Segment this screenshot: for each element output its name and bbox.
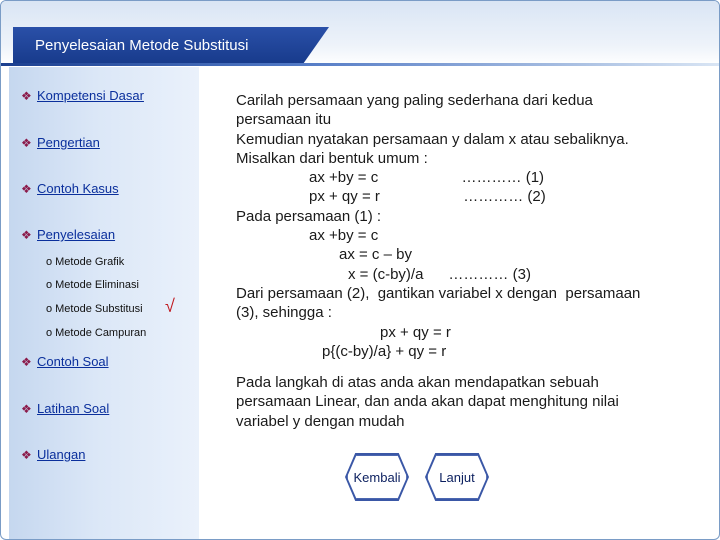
equation-line: ax +by = c xyxy=(309,227,379,245)
sidebar-item-contoh-soal[interactable] xyxy=(21,354,109,369)
back-button-label[interactable]: Kembali xyxy=(353,470,401,485)
sidebar-item-label: Latihan Soal xyxy=(37,401,110,416)
sub-item-label: Metode Campuran xyxy=(55,327,147,339)
sub-item-metode-substitusi[interactable] xyxy=(46,303,143,315)
page-title: Penyelesaian Metode Substitusi xyxy=(35,37,249,54)
sub-bullet-icon: o xyxy=(46,279,53,291)
sub-item-label: Metode Eliminasi xyxy=(55,279,139,291)
diamond-bullet-icon: ❖ xyxy=(21,182,32,196)
sidebar-item-label: Pengertian xyxy=(37,135,100,150)
sidebar-item-contoh-kasus[interactable] xyxy=(21,181,119,196)
content-line: persamaan itu xyxy=(236,111,332,129)
content-line: Pada persamaan (1) : xyxy=(236,207,382,225)
sub-bullet-icon: o xyxy=(46,256,53,268)
equation-line: p{(c-by)/a} + qy = r xyxy=(322,342,447,360)
sidebar-item-latihan-soal[interactable] xyxy=(21,401,109,416)
content-line: Dari persamaan (2), gantikan variabel x dengan persamaan xyxy=(236,284,641,302)
sidebar-item-label: Contoh Kasus xyxy=(37,181,119,196)
content-line: Carilah persamaan yang paling sederhana dari kedua xyxy=(236,92,593,109)
diamond-bullet-icon: ❖ xyxy=(21,402,32,416)
sidebar-item-ulangan[interactable] xyxy=(21,447,85,462)
content-line: Misalkan dari bentuk umum : xyxy=(236,149,428,167)
sub-item-metode-campuran[interactable] xyxy=(46,327,146,339)
sidebar-item-pengertian[interactable] xyxy=(21,135,100,150)
diamond-bullet-icon: ❖ xyxy=(21,136,32,150)
sidebar-item-penyelesaian[interactable] xyxy=(21,227,115,242)
diamond-bullet-icon: ❖ xyxy=(21,89,32,103)
sub-item-label: Metode Substitusi xyxy=(55,303,143,315)
diamond-bullet-icon: ❖ xyxy=(21,228,32,242)
sidebar-item-label: Kompetensi Dasar xyxy=(37,88,144,103)
diamond-bullet-icon: ❖ xyxy=(21,448,32,462)
content-line: variabel y dengan mudah xyxy=(236,412,405,430)
equation-line: px + qy = r ………… (2) xyxy=(309,188,546,206)
sub-item-label: Metode Grafik xyxy=(55,256,125,268)
diamond-bullet-icon: ❖ xyxy=(21,355,32,369)
sidebar-item-kompetensi-dasar[interactable] xyxy=(21,88,144,103)
content-line: persamaan Linear, dan anda akan dapat menghitung nilai xyxy=(236,393,619,411)
sub-item-metode-eliminasi[interactable] xyxy=(46,279,139,291)
title-underline xyxy=(1,63,719,66)
sub-bullet-icon: o xyxy=(46,303,53,315)
content-line: Kemudian nyatakan persamaan y dalam x atau sebaliknya. xyxy=(236,130,629,148)
equation-line: x = (c-by)/a ………… (3) xyxy=(348,265,531,283)
equation-line: ax +by = c ………… (1) xyxy=(309,169,545,187)
current-checkmark-icon: √ xyxy=(165,296,175,316)
content-area xyxy=(236,91,706,431)
sidebar-item-label: Penyelesaian xyxy=(37,227,116,242)
sub-item-metode-grafik[interactable] xyxy=(46,256,124,268)
equation-line: px + qy = r xyxy=(380,323,451,341)
sub-bullet-icon: o xyxy=(46,327,53,339)
content-line: (3), sehingga : xyxy=(236,304,332,322)
next-button-label[interactable]: Lanjut xyxy=(439,470,475,485)
sidebar-item-label: Ulangan xyxy=(37,447,86,462)
content-line: Pada langkah di atas anda akan mendapatkan sebuah xyxy=(236,374,599,392)
sidebar-item-label: Contoh Soal xyxy=(37,354,109,369)
equation-line: ax = c – by xyxy=(339,246,412,264)
